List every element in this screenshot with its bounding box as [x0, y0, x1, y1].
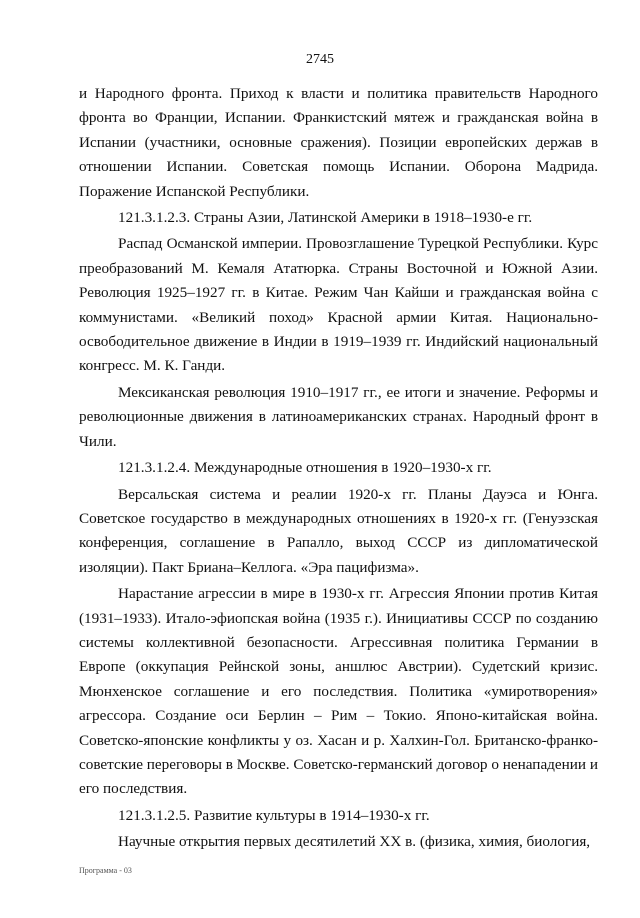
page-number: 2745: [306, 52, 334, 67]
paragraph: Мексиканская революция 1910–1917 гг., ее итоги и значение. Реформы и революционные движения в латиноамериканских странах. Народный фронт в Чили.: [79, 383, 598, 450]
paragraph: и Народного фронта. Приход к власти и политика правительств Народного фронта во Франции, Испании. Франкистский мятеж и гражданская война в Испании (участники, основные сражения). Позиции европейских держав в отношении Испании. Советская помощь Испании. Оборона Мадрида. Поражение Испанской Республики.: [79, 85, 598, 200]
paragraph: Распад Османской империи. Провозглашение Турецкой Республики. Курс преобразований М. Кемаля Ататюрка. Страны Восточной и Южной Азии. Революция 1925–1927 гг. в Китае. Режим Чан Кайши и гражданская война с коммунистами. «Великий поход» Красной армии Китая. Национально-освободительное движение в Индии в 1919–1939 гг. Индийский национальный конгресс. М. К. Ганди.: [79, 235, 598, 375]
document-body: [79, 82, 598, 855]
paragraph: Научные открытия первых десятилетий XX в. (физика, химия, биология,: [118, 833, 591, 851]
section-heading: 121.3.1.2.4. Международные отношения в 1920–1930-х гг.: [118, 459, 492, 477]
section-heading: 121.3.1.2.5. Развитие культуры в 1914–1930-х гг.: [118, 806, 430, 824]
paragraph: Нарастание агрессии в мире в 1930-х гг. Агрессия Японии против Китая (1931–1933). Итало-эфиопская война (1935 г.). Инициативы СССР по созданию системы коллективной безопасности. Агрессивная политика Германии в Европе (оккупация Рейнской зоны, аншлюс Австрии). Судетский кризис. Мюнхенское соглашение и его последствия. Политика «умиротворения» агрессора. Создание оси Берлин – Рим – Токио. Японо-китайская война. Советско-японские конфликты у оз. Хасан и р. Халхин-Гол. Британско-франко-советские переговоры в Москве. Советско-германский договор о ненападении и его последствия.: [79, 585, 598, 798]
footer-label: Программа - 03: [79, 866, 132, 875]
paragraph: Версальская система и реалии 1920-х гг. Планы Дауэса и Юнга. Советское государство в международных отношениях в 1920-х гг. (Генуэзская конференция, соглашение в Рапалло, выход СССР из дипломатической изоляции). Пакт Бриана–Келлога. «Эра пацифизма».: [79, 485, 598, 576]
section-heading: 121.3.1.2.3. Страны Азии, Латинской Америки в 1918–1930-е гг.: [118, 209, 533, 227]
